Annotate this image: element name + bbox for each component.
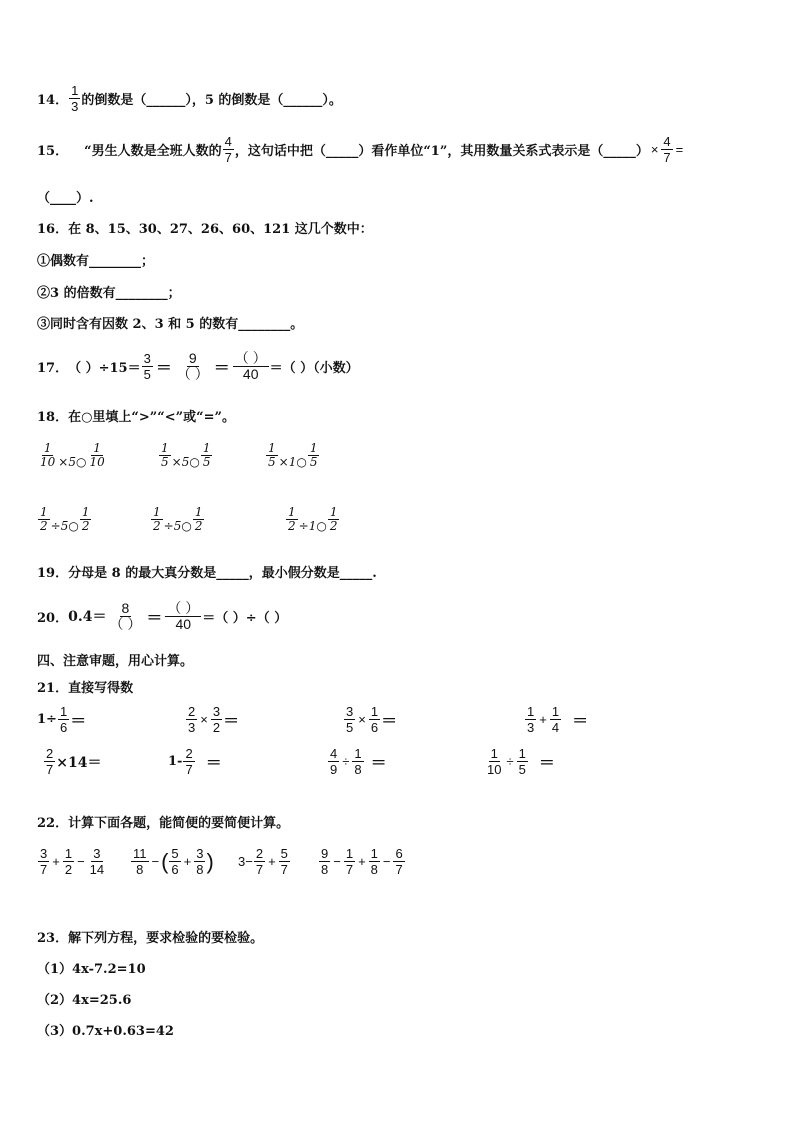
left-paren: (	[161, 848, 169, 874]
q20-fraction-1: 8 （ ）	[109, 599, 142, 632]
q18-compare-4: $\frac{1}{2}$ ÷5○ 1 2	[40, 504, 90, 533]
q18-compare-3: $\frac{1}{5}$ ×1○ 1 5	[268, 440, 318, 469]
q21-item: $\frac{2}{3}$ × $\frac{3}{2}$ ＝	[188, 704, 240, 735]
q23-item: （3）0.7x+0.63=42	[37, 1024, 174, 1039]
q21-item: $\frac{1}{10}$ ÷ $\frac{1}{5}$ ＝	[487, 746, 555, 777]
q15-fraction-1: 4 7	[224, 133, 232, 165]
q23-item: （1）4x-7.2=10	[37, 962, 146, 977]
q14-number: 14．	[37, 92, 69, 108]
q21-item: $\frac{3}{5}$ × $\frac{1}{6}$ ＝	[346, 704, 398, 735]
q16-item: ②3 的倍数有________；	[37, 286, 181, 301]
q20-number: 20．	[37, 610, 69, 626]
question-15	[37, 131, 685, 167]
q21-item: $\frac{4}{9}$ ÷ $\frac{1}{8}$ ＝	[330, 746, 387, 777]
question-20	[37, 596, 287, 636]
q21-item: 1÷ $\frac{1}{6}$ ＝	[37, 704, 87, 735]
q15-times: ×	[650, 141, 659, 157]
q22-expression-4: 9 8 − $\frac{1}{7}$ + $\frac{1}{8}$ − $\frac{6}{7}$	[321, 846, 403, 877]
q21-text: 21．直接写得数	[37, 681, 134, 696]
q16-item: ③同时含有因数 2、3 和 5 的数有________。	[37, 317, 304, 332]
q20-text-2: ＝（ ）÷（ ）	[202, 610, 288, 626]
q15-fraction-2: $\frac{4}{7}$	[663, 133, 671, 165]
q17-fraction-3: （ ） 40	[234, 349, 267, 382]
q20-text-1: 0.4＝	[68, 609, 107, 625]
q19-text: 19．分母是 8 的最大真分数是_____，最小假分数是_____.	[37, 566, 377, 581]
q17-equals-2: ＝	[213, 359, 230, 377]
q23-item: （2）4x=25.6	[37, 993, 132, 1008]
q18-compare-6: $\frac{1}{2}$ ÷1○ 1 2	[288, 504, 338, 533]
q21-item: 1 3 + $\frac{1}{4}$ ＝	[527, 704, 589, 735]
q18-text: 18．在○里填上“>”“<”或“=”。	[37, 410, 235, 425]
q15-number: 15．	[37, 143, 69, 159]
q20-equals: ＝	[146, 609, 163, 627]
q17-equals-1: ＝	[155, 359, 172, 377]
q17-fraction-1: 3 5	[143, 350, 151, 382]
q16-text: 16．在 8、15、30、27、26、60、121 这几个数中：	[37, 222, 373, 237]
q18-compare-5: $\frac{1}{2}$ ÷5○ 1 2	[153, 504, 203, 533]
q16-item: ①偶数有________；	[37, 254, 155, 269]
q14-fraction: 1 3	[71, 82, 79, 114]
q17-number: 17．	[37, 360, 69, 376]
q22-expression-1: 3 7 + $\frac{1}{2}$ − $\frac{3}{14}$	[40, 846, 105, 877]
q22-text: 22．计算下面各题，能简便的要简便计算。	[37, 816, 290, 831]
q23-text: 23．解下列方程，要求检验的要检验。	[37, 931, 264, 946]
q15-text-2: ，这句话中把（_____）看作单位“1”，其用数量关系式表示是（_____）	[234, 143, 649, 159]
q15-answer-line: （____）.	[37, 191, 94, 206]
q21-item: 1- 2 7 ＝	[168, 746, 222, 777]
q21-item: $\frac{2}{7}$ ×14＝	[46, 746, 102, 777]
right-paren: )	[206, 848, 214, 874]
q20-fraction-2: （ ） 40	[167, 599, 200, 632]
question-14	[37, 80, 342, 116]
q17-text-2: ＝（ ）（小数）	[269, 360, 359, 376]
section-4-title: 四、注意审题，用心计算。	[37, 654, 194, 669]
question-17	[37, 346, 359, 386]
q17-text-1: （ ）÷15＝	[68, 360, 141, 376]
q14-text: 的倒数是（______），5 的倒数是（______）。	[81, 92, 342, 108]
q17-fraction-2: 9 （ ）	[176, 349, 209, 382]
q22-expression-2: 11 8 − ( 5 6 + $\frac{3}{8}$ )	[133, 846, 214, 877]
q22-expression-3: 3− $\frac{2}{7}$ + $\frac{5}{7}$	[238, 846, 288, 877]
q15-text-1: “男生人数是全班人数的	[84, 143, 222, 159]
q18-compare-1: $\frac{1}{10}$ ×5○ 1 10	[40, 440, 105, 469]
q15-equals: =	[675, 141, 684, 157]
q18-compare-2: $\frac{1}{5}$ ×5○ 1 5	[161, 440, 211, 469]
